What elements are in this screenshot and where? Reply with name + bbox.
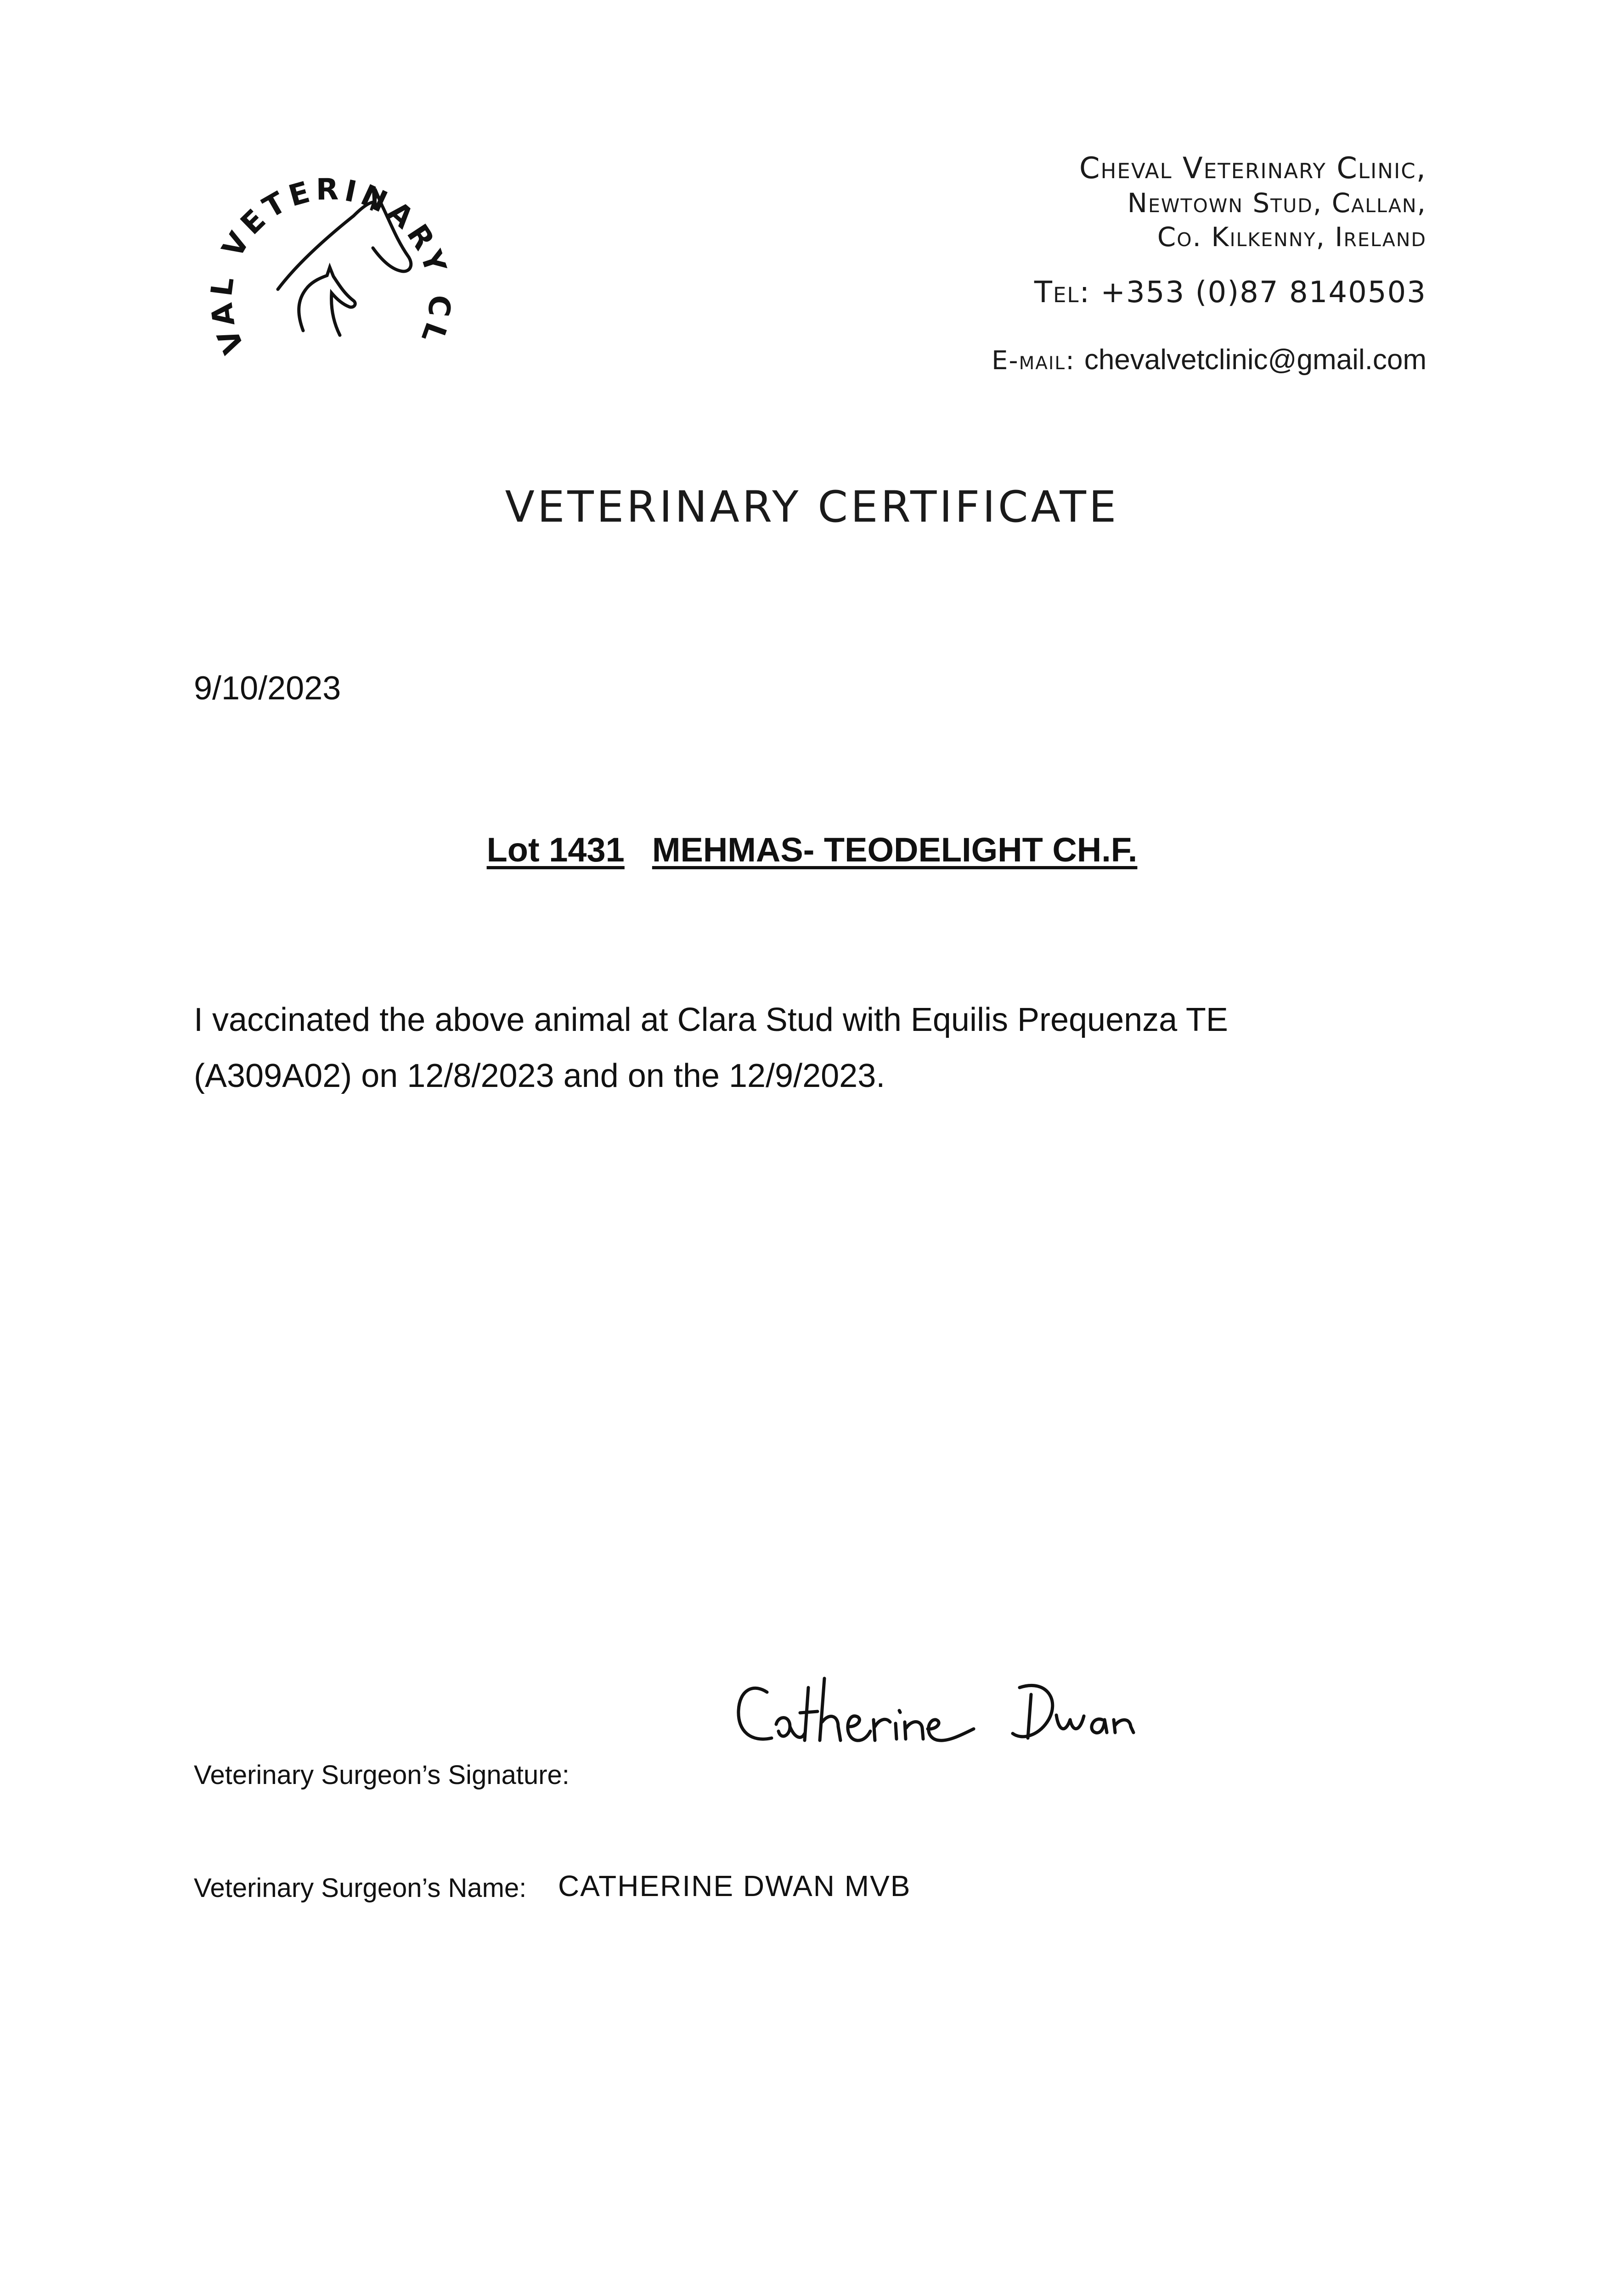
statement-line-1: I vaccinated the above animal at Clara Stud with Equilis Prequenza TE [194,1002,1228,1038]
vaccination-statement [194,992,1388,1104]
clinic-address-line2: Co. Kilkenny, Ireland [1157,221,1427,253]
statement-line-2: (A309A02) on 12/8/2023 and on the 12/9/2023. [194,1058,885,1094]
clinic-email-line [992,343,1427,376]
lot-heading [0,830,1624,869]
surgeon-name: CATHERINE DWAN MVB [558,1869,911,1902]
email-address: chevalvetclinic@gmail.com [1084,344,1427,376]
signature-label: Veterinary Surgeon’s Signature: [194,1760,570,1790]
horse-logo-icon [193,138,464,358]
lot-number: Lot 1431 [486,831,625,869]
certificate-date: 9/10/2023 [194,670,341,707]
logo-text: VAL VETERINARY CL [204,173,457,358]
clinic-logo [193,138,464,358]
clinic-name: Cheval Veterinary Clinic, [1079,152,1427,186]
surgeon-name-label: Veterinary Surgeon’s Name: [194,1873,527,1903]
handwritten-signature [592,1609,1231,1793]
clinic-telephone: Tel: +353 (0)87 8140503 [1034,276,1427,310]
svg-text:CHEVAL VETERINARY CLINIC [193,138,457,358]
email-label: E-mail: [991,346,1075,376]
clinic-address-line1: Newtown Stud, Callan, [1127,187,1427,219]
signature-icon [592,1609,1231,1793]
lot-name: MEHMAS- TEODELIGHT CH.F. [652,831,1138,869]
certificate-title: VETERINARY CERTIFICATE [505,482,1119,532]
